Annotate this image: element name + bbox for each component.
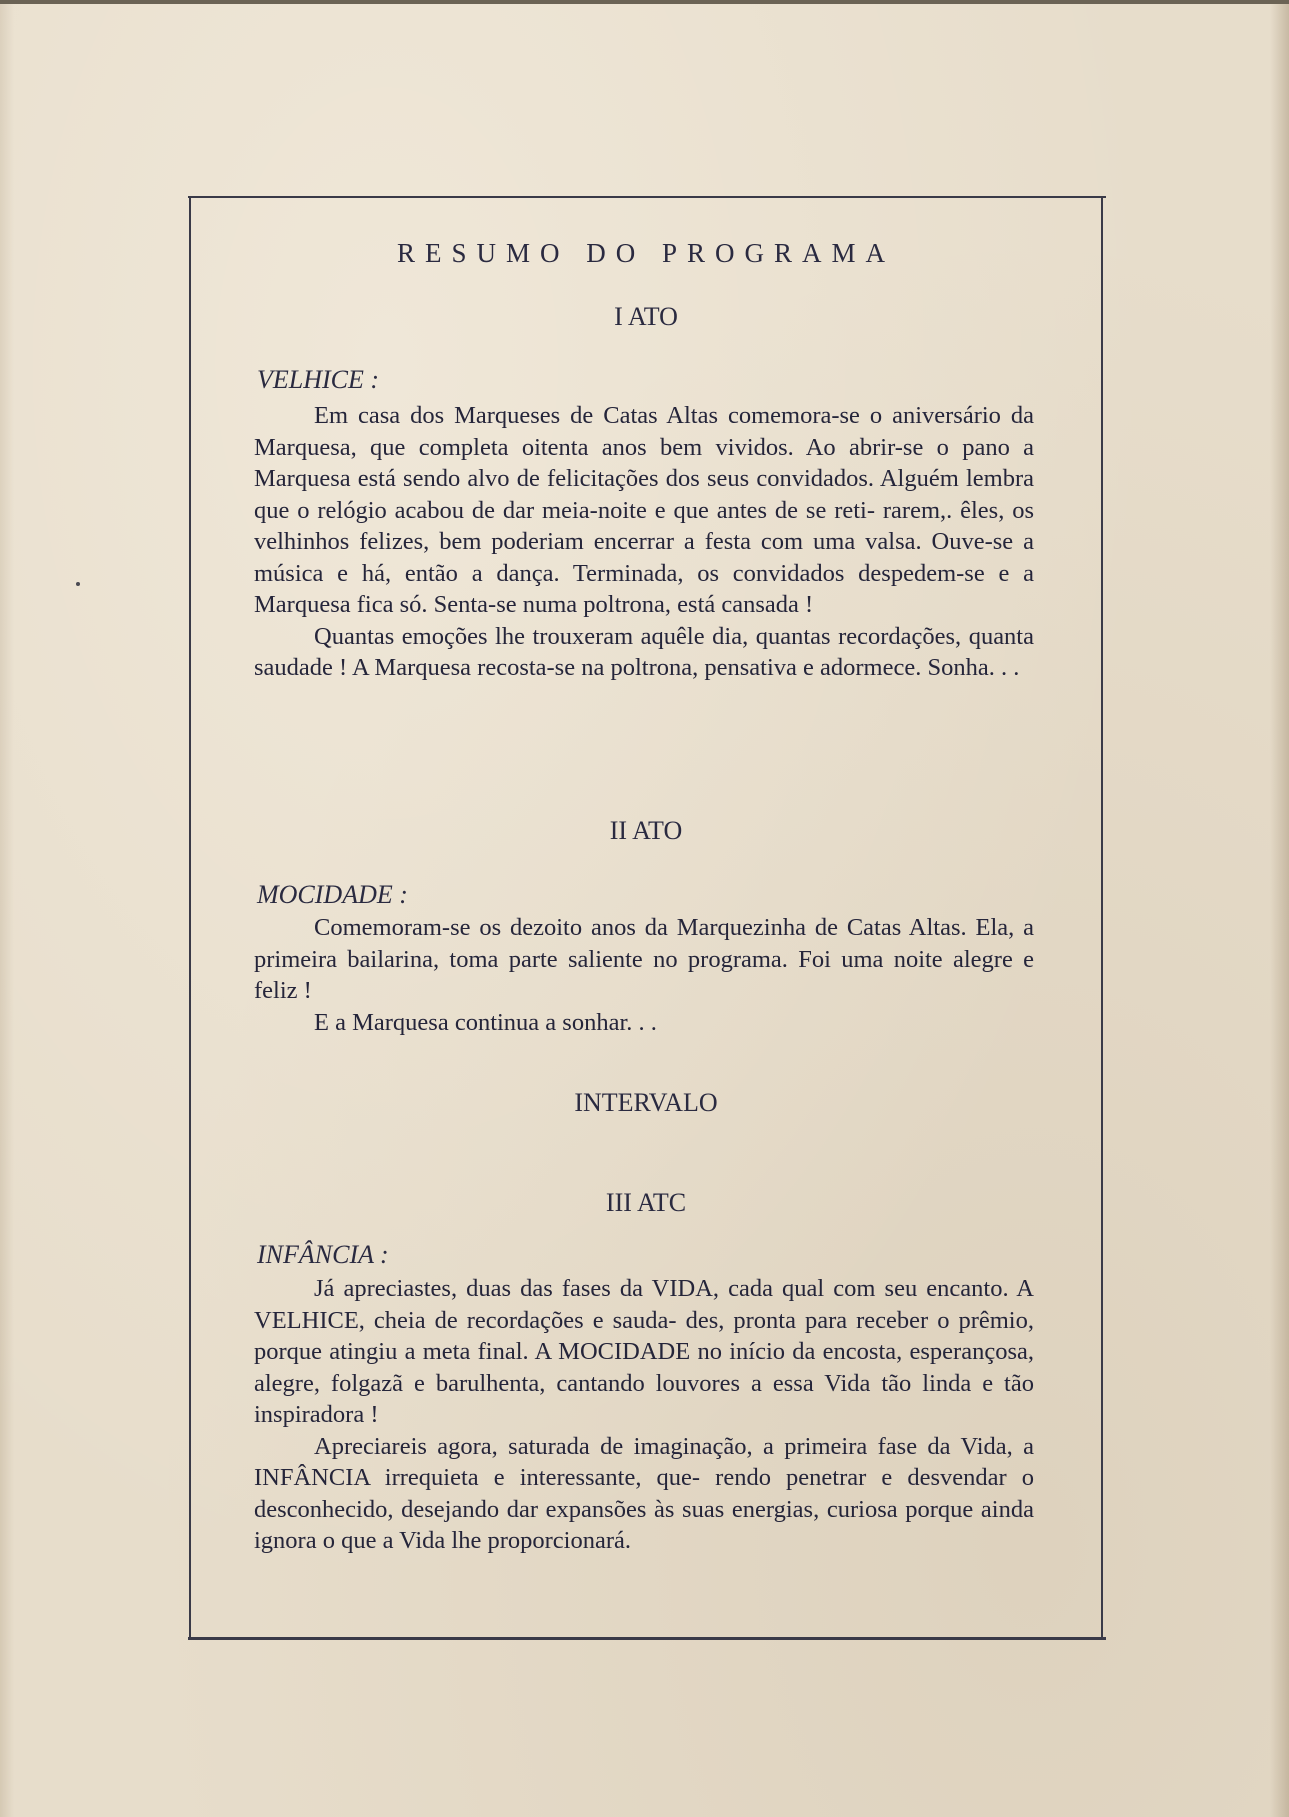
- frame-bottom-rule: [188, 1637, 1106, 1640]
- act-3-label: INFÂNCIA :: [257, 1240, 389, 1269]
- act-2-paragraph-1: Comemoram-se os dezoito anos da Marquezinha de Catas Altas. Ela, a primeira bailarina, toma parte saliente no programa. Foi uma noite alegre e feliz !: [254, 914, 1034, 1004]
- act-1-paragraph-1: Em casa dos Marqueses de Catas Altas comemora-se o aniversário da Marquesa, que completa oitenta anos bem vividos. Ao abrir-se o pano a Marquesa está sendo alvo de felicitações dos seus convidados. Alguém lembra que o relógio acabou de dar meia-noite e que antes de se reti- rarem,. êles, os velhinhos felizes, bem poderiam encerrar a festa com uma valsa. Ouve-se a música e há, então a dança. Terminada, os convidados despedem-se e a Marquesa fica só. Senta-se numa poltrona, está cansada !: [254, 402, 1034, 618]
- paper-speck: [76, 582, 80, 586]
- page-top-edge: [0, 0, 1289, 4]
- act-2-paragraph-2: E a Marquesa continua a sonhar. . .: [314, 1008, 657, 1036]
- act-1-heading: I ATO: [614, 302, 678, 331]
- act-3-paragraph-2: Apreciareis agora, saturada de imaginação, a primeira fase da Vida, a INFÂNCIA irrequieta e interessante, que- rendo penetrar e desvendar o desconhecido, desejando dar expansões às suas energias, curiosa porque ainda ignora o que a Vida lhe proporcionará.: [254, 1432, 1034, 1554]
- act-2-heading: II ATO: [609, 816, 683, 845]
- act-2-summary: [254, 912, 1034, 1038]
- act-2-label: MOCIDADE :: [257, 880, 408, 909]
- intermission-heading: INTERVALO: [574, 1088, 718, 1117]
- act-3-heading: III ATC: [605, 1188, 687, 1217]
- act-1-paragraph-2: Quantas emoções lhe trouxeram aquêle dia, quantas recordações, quanta saudade ! A Marquesa recosta-se na poltrona, pensativa e adormece. Sonha. . .: [254, 622, 1034, 681]
- act-1-summary: [254, 400, 1034, 684]
- act-1-label: VELHICE :: [257, 365, 380, 394]
- page-title: RESUMO DO PROGRAMA: [396, 238, 896, 268]
- act-3-paragraph-1: Já apreciastes, duas das fases da VIDA, cada qual com seu encanto. A VELHICE, cheia de recordações e sauda- des, pronta para receber o prêmio, porque atingiu a meta final. A MOCIDADE no início da encosta, esperançosa, alegre, folgazã e barulhenta, cantando louvores a essa Vida tão linda e tão inspiradora !: [254, 1275, 1034, 1428]
- act-3-summary: [254, 1273, 1034, 1557]
